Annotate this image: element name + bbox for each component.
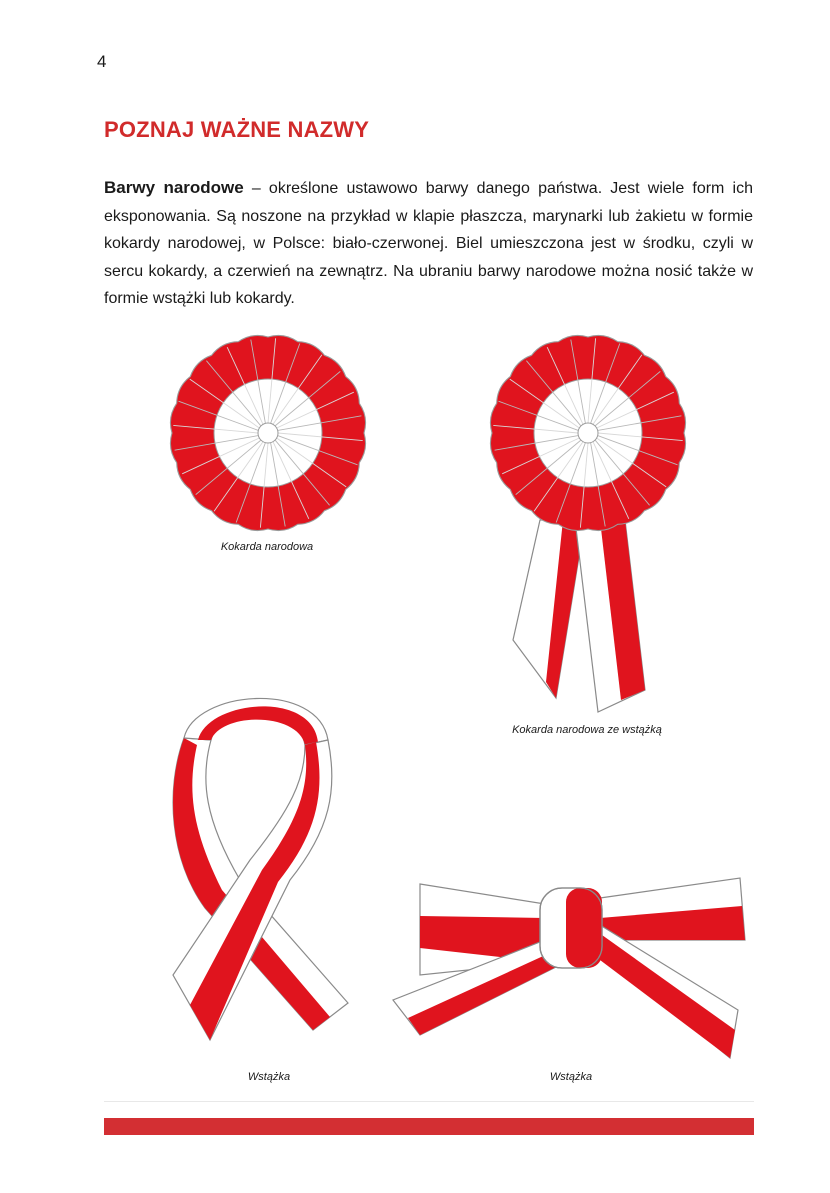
rosette-1: [170, 335, 365, 530]
rosette-hub: [258, 423, 278, 443]
rosette-hub: [578, 423, 598, 443]
awareness-ribbon-illustration: [173, 698, 348, 1040]
bow-caption: Wstążka: [549, 1071, 593, 1083]
flag-red-band: [104, 1118, 754, 1135]
page-number: 4: [97, 52, 107, 71]
flag-stripe-footer: [104, 1101, 754, 1135]
flag-white-band: [104, 1101, 754, 1119]
page-heading: POZNAJ WAŻNE NAZWY: [104, 117, 370, 142]
rosette-2: [490, 335, 685, 530]
bow-illustration: [393, 878, 745, 1058]
intro-term: Barwy narodowe: [104, 178, 244, 197]
cockade-with-ribbon-illustration: [490, 335, 685, 712]
intro-definition: – określone ustawowo barwy danego państwa. Jest wiele form ich eksponowania. Są noszone na przykład w klapie płaszcza, marynarki lub żakietu w formie kokardy narodowej, w Polsce: biało-czerwonej. Biel umieszczona jest w środku, czyli w sercu kokardy, a czerwień na zewnątrz. Na ubraniu barwy narodowe można nosić także w formie wstążki lub kokardy.: [104, 180, 753, 307]
cockade-caption: Kokarda narodowa: [220, 541, 314, 553]
cockade-ribbon-caption: Kokarda narodowa ze wstążką: [512, 724, 662, 736]
awareness-ribbon-caption: Wstążka: [247, 1071, 291, 1083]
cockade-illustration: [170, 335, 365, 530]
